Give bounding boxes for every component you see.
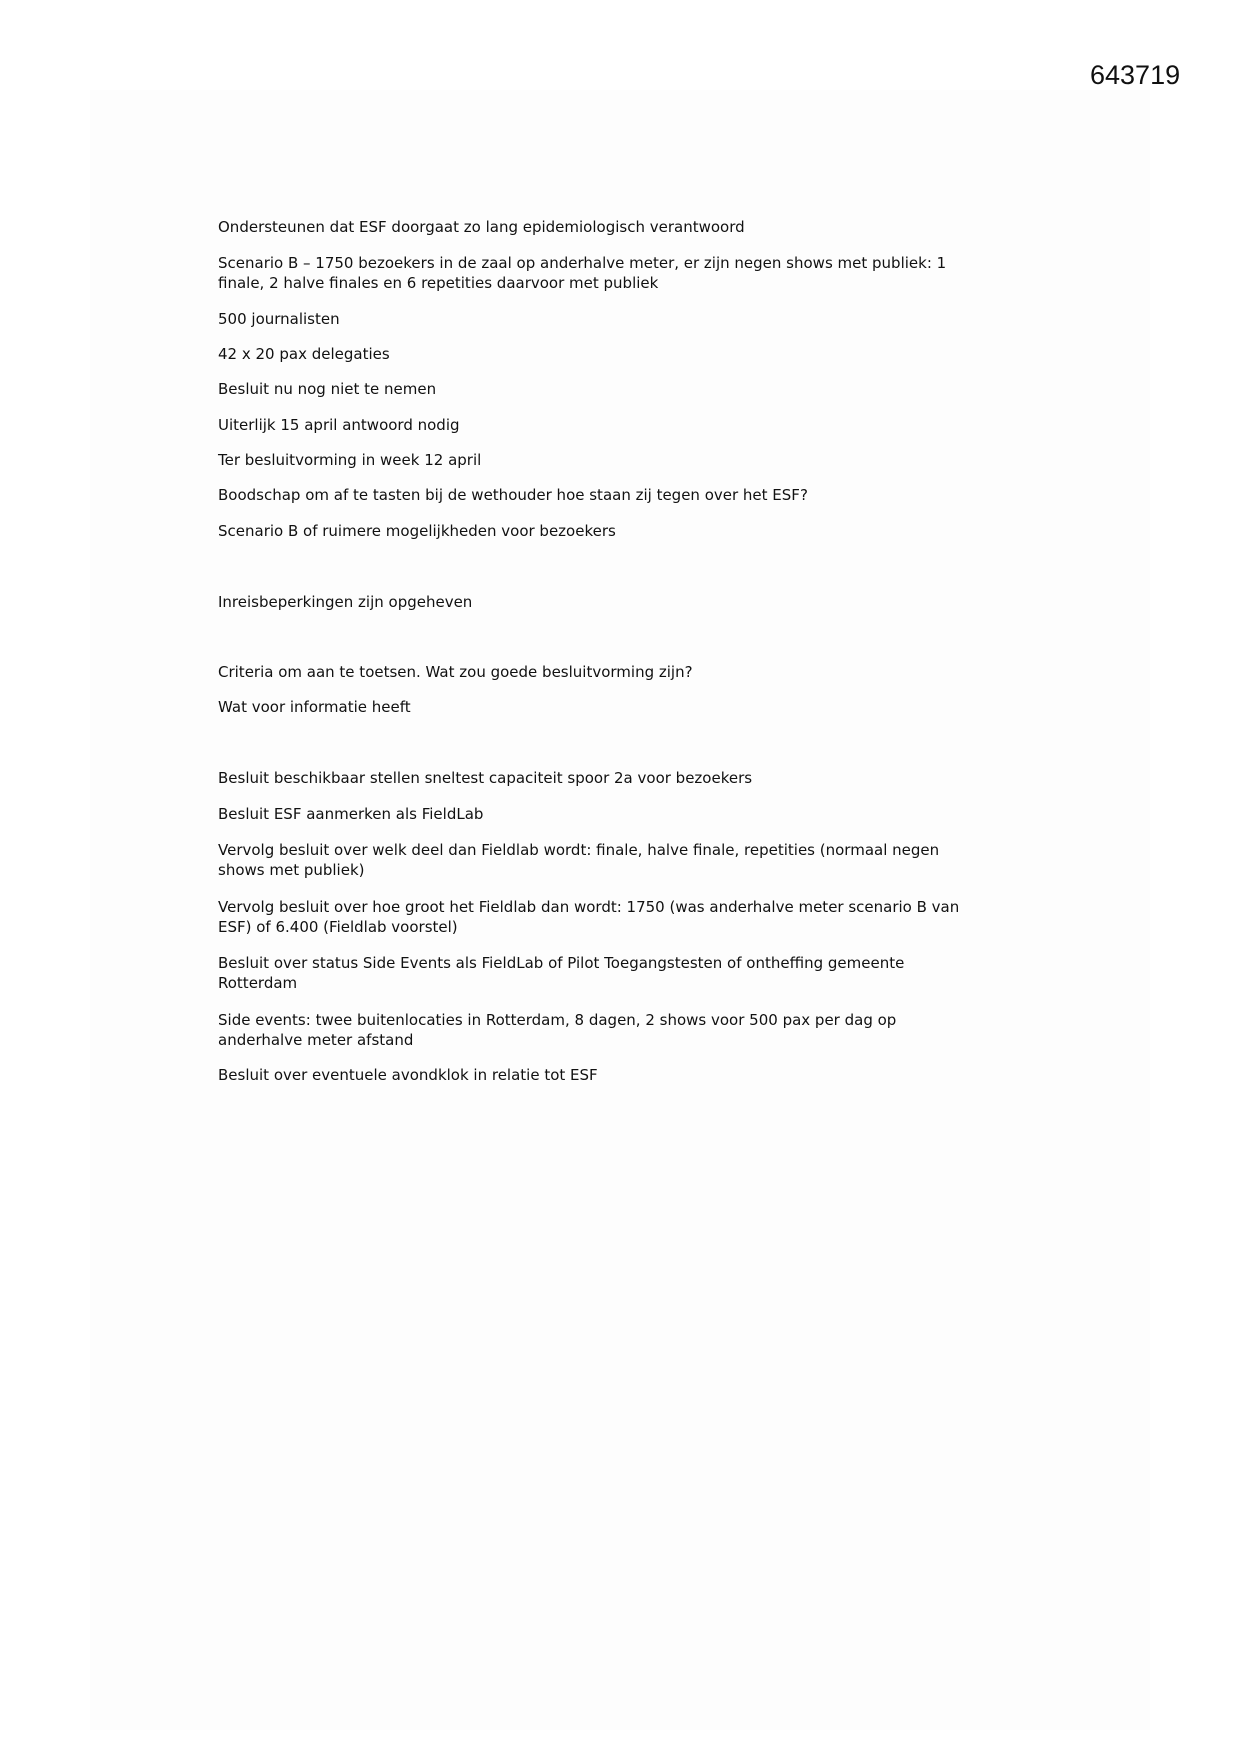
paragraph (218, 415, 460, 435)
text-line: Wat voor informatie heeft (218, 698, 411, 716)
text-line: Uiterlijk 15 april antwoord nodig (218, 416, 460, 434)
text-line: Boodschap om af te tasten bij de wethouder hoe staan zij tegen over het ESF? (218, 486, 808, 504)
text-line: Vervolg besluit over welk deel dan Fieldlab wordt: finale, halve finale, repetities (normaal negen (218, 841, 940, 859)
paragraph (218, 1010, 896, 1050)
paragraph (218, 309, 340, 329)
paragraph (218, 953, 904, 993)
text-line: 42 x 20 pax delegaties (218, 345, 390, 363)
text-line: Besluit over status Side Events als FieldLab of Pilot Toegangstesten of ontheffing gemeente (218, 954, 905, 972)
text-line: 500 journalisten (218, 310, 340, 328)
paragraph (218, 662, 693, 682)
text-line: Ondersteunen dat ESF doorgaat zo lang epidemiologisch verantwoord (218, 218, 745, 236)
text-line: ESF) of 6.400 (Fieldlab voorstel) (218, 918, 458, 936)
text-line: Inreisbeperkingen zijn opgeheven (218, 593, 473, 611)
paragraph (218, 768, 752, 788)
paragraph (218, 521, 616, 541)
text-line: Vervolg besluit over hoe groot het Fieldlab dan wordt: 1750 (was anderhalve meter scenario B van (218, 898, 960, 916)
paragraph (218, 344, 390, 364)
text-line: Besluit ESF aanmerken als FieldLab (218, 805, 484, 823)
paragraph (218, 1065, 598, 1085)
text-line: Side events: twee buitenlocaties in Rotterdam, 8 dagen, 2 shows voor 500 pax per dag op (218, 1011, 897, 1029)
paragraph (218, 217, 745, 237)
text-line: Criteria om aan te toetsen. Wat zou goede besluitvorming zijn? (218, 663, 693, 681)
text-line: Ter besluitvorming in week 12 april (218, 451, 482, 469)
paragraph (218, 697, 411, 717)
text-line: Besluit over eventuele avondklok in relatie tot ESF (218, 1066, 598, 1084)
paragraph (218, 253, 946, 293)
text-line: shows met publiek) (218, 861, 365, 879)
paragraph (218, 592, 472, 612)
paragraph (218, 804, 483, 824)
paragraph (218, 450, 481, 470)
text-line: Besluit nu nog niet te nemen (218, 380, 437, 398)
text-line: finale, 2 halve finales en 6 repetities daarvoor met publiek (218, 274, 659, 292)
text-line: anderhalve meter afstand (218, 1031, 414, 1049)
text-line: Besluit beschikbaar stellen sneltest capaciteit spoor 2a voor bezoekers (218, 769, 753, 787)
paragraph (218, 485, 808, 505)
paragraph (218, 897, 959, 937)
paragraph (218, 379, 436, 399)
paragraph (218, 840, 939, 880)
text-line: Rotterdam (218, 974, 298, 992)
document-number: 643719 (1090, 60, 1181, 90)
text-line: Scenario B of ruimere mogelijkheden voor bezoekers (218, 522, 616, 540)
text-line: Scenario B – 1750 bezoekers in de zaal op anderhalve meter, er zijn negen shows met publiek: 1 (218, 254, 947, 272)
